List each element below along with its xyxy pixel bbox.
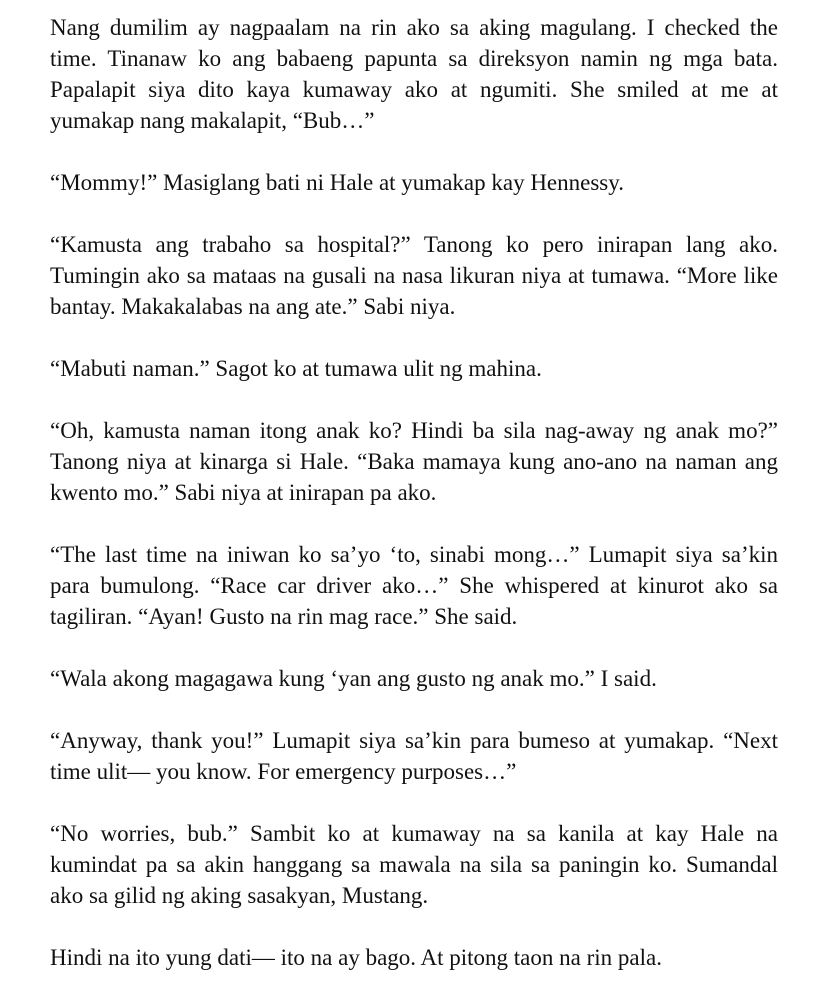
- paragraph-10: Hindi na ito yung dati— ito na ay bago. At pitong taon na rin pala.: [50, 945, 662, 970]
- document-page: [50, 12, 778, 973]
- paragraph-7: “Wala akong magagawa kung ‘yan ang gusto ng anak mo.” I said.: [50, 666, 657, 691]
- paragraph-3: “Kamusta ang trabaho sa hospital?” Tanong ko pero inirapan lang ako. Tumingin ako sa mataas na gusali na nasa likuran niya at tumawa. “More like bantay. Makakalabas na ang ate.” Sabi niya.: [50, 232, 778, 319]
- paragraph-1: Nang dumilim ay nagpaalam na rin ako sa aking magulang. I checked the time. Tinanaw ko ang babaeng papunta sa direksyon namin ng mga bata. Papalapit siya dito kaya kumaway ako at ngumiti. She smiled at me at yumakap nang makalapit, “Bub…”: [50, 15, 778, 133]
- paragraph-6: “The last time na iniwan ko sa’yo ‘to, sinabi mong…” Lumapit siya sa’kin para bumulong. “Race car driver ako…” She whispered at kinurot ako sa tagiliran. “Ayan! Gusto na rin mag race.” She said.: [50, 542, 778, 629]
- paragraph-8: “Anyway, thank you!” Lumapit siya sa’kin para bumeso at yumakap. “Next time ulit— you know. For emergency purposes…”: [50, 728, 778, 784]
- paragraph-4: “Mabuti naman.” Sagot ko at tumawa ulit ng mahina.: [50, 356, 542, 381]
- paragraph-2: “Mommy!” Masiglang bati ni Hale at yumakap kay Hennessy.: [50, 170, 625, 195]
- paragraph-9: “No worries, bub.” Sambit ko at kumaway na sa kanila at kay Hale na kumindat pa sa akin hanggang sa mawala na sila sa paningin ko. Sumandal ako sa gilid ng aking sasakyan, Mustang.: [50, 821, 778, 908]
- paragraph-5: “Oh, kamusta naman itong anak ko? Hindi ba sila nag-away ng anak mo?” Tanong niya at kinarga si Hale. “Baka mamaya kung ano-ano na naman ang kwento mo.” Sabi niya at inirapan pa ako.: [50, 418, 778, 505]
